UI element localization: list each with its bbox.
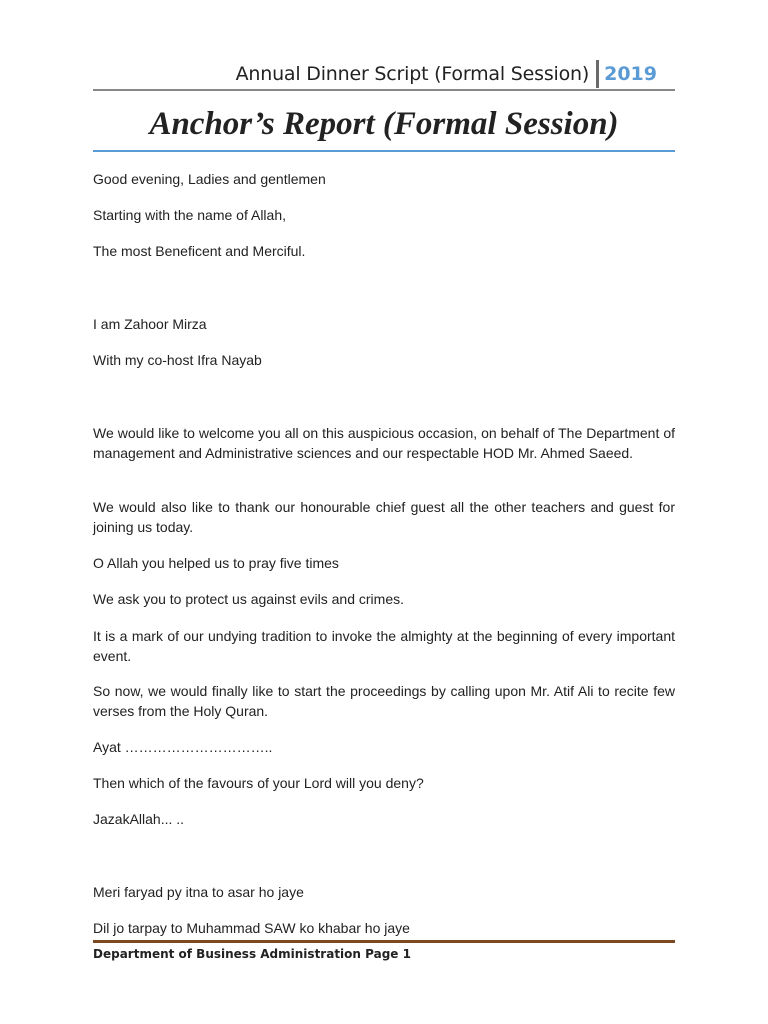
paragraph: Meri faryad py itna to asar ho jaye xyxy=(93,884,304,900)
footer-divider xyxy=(93,940,675,943)
header-title: Annual Dinner Script (Formal Session) xyxy=(235,63,590,85)
paragraph: Then which of the favours of your Lord will you deny? xyxy=(93,775,424,791)
paragraph: It is a mark of our undying tradition to invoke the almighty at the beginning of every important event. xyxy=(93,628,675,664)
document-title: Anchor’s Report (Formal Session) xyxy=(149,106,619,142)
page-header xyxy=(93,60,675,88)
header-divider xyxy=(93,89,675,91)
page-footer: Department of Business Administration Page 1 xyxy=(93,947,411,961)
paragraph: The most Beneficent and Merciful. xyxy=(93,243,306,259)
paragraph: JazakAllah... .. xyxy=(93,811,185,827)
title-divider xyxy=(93,150,675,152)
paragraph: We would also like to thank our honourable chief guest all the other teachers and guest for joining us today. xyxy=(93,499,675,535)
paragraph: O Allah you helped us to pray five times xyxy=(93,555,339,571)
paragraph: We would like to welcome you all on this auspicious occasion, on behalf of The Department of management and Administrative sciences and our respectable HOD Mr. Ahmed Saeed. xyxy=(93,425,675,461)
paragraph: Ayat ………………………….. xyxy=(93,739,273,755)
paragraph: Starting with the name of Allah, xyxy=(93,207,286,223)
paragraph: Dil jo tarpay to Muhammad SAW ko khabar ho jaye xyxy=(93,920,410,936)
header-separator xyxy=(596,60,599,88)
header-year: 2019 xyxy=(604,63,657,85)
paragraph: We ask you to protect us against evils and crimes. xyxy=(93,591,404,607)
paragraph: Good evening, Ladies and gentlemen xyxy=(93,171,326,187)
paragraph: I am Zahoor Mirza xyxy=(93,316,207,332)
paragraph: With my co-host Ifra Nayab xyxy=(93,352,262,368)
paragraph: So now, we would finally like to start the proceedings by calling upon Mr. Atif Ali to recite few verses from the Holy Quran. xyxy=(93,683,675,719)
